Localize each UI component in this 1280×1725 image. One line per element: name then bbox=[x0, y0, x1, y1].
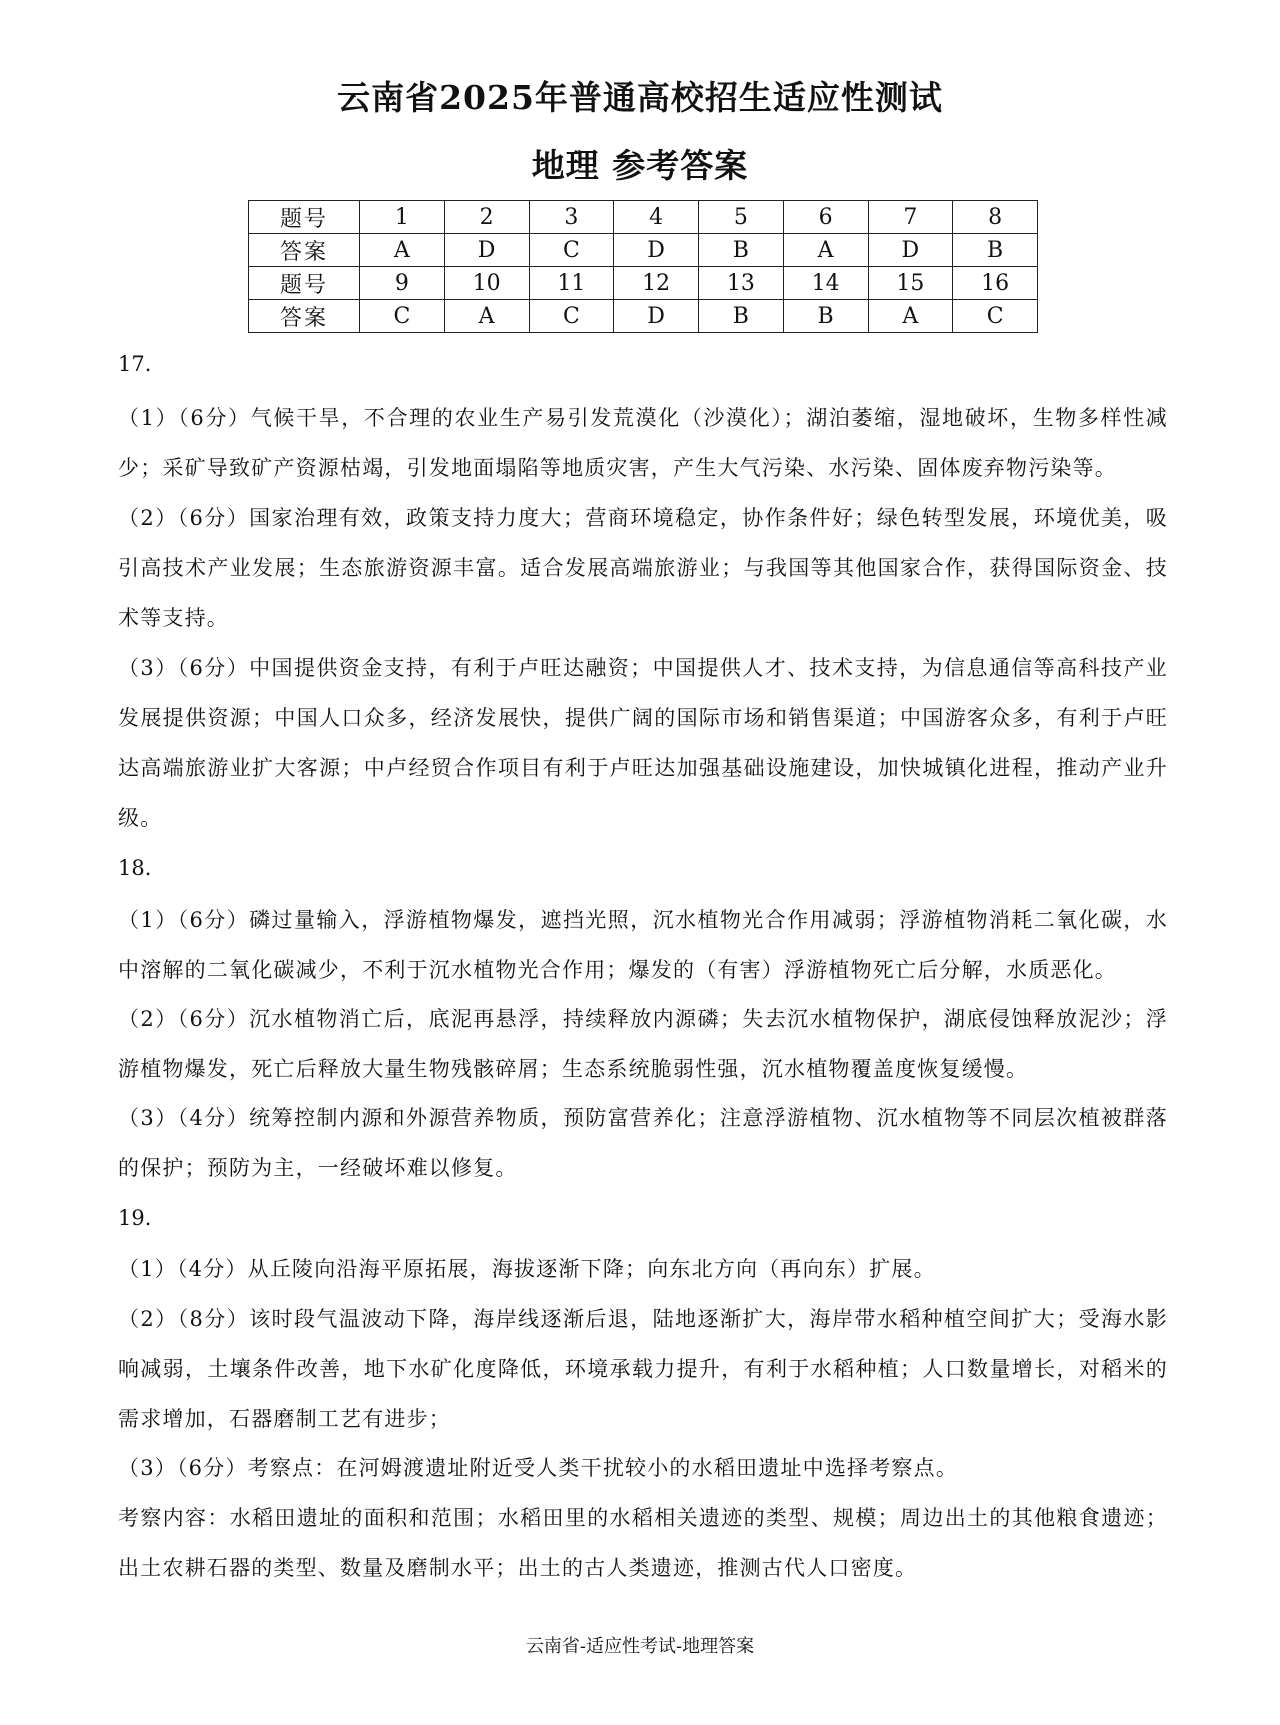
answer-19-1: （1）（4分）从丘陵向沿海平原拓展，海拔逐渐下降；向东北方向（再向东）扩展。 bbox=[118, 1257, 936, 1281]
question-number-19: 19. bbox=[118, 1206, 152, 1230]
table-cell: B bbox=[699, 234, 784, 267]
table-cell: C bbox=[953, 300, 1038, 333]
table-cell: D bbox=[868, 234, 953, 267]
table-cell: 6 bbox=[783, 201, 868, 234]
answer-19-3-content: 考察内容：水稻田遗址的面积和范围；水稻田里的水稻相关遗迹的类型、规模；周边出土的其他粮食遗迹；出土农耕石器的类型、数量及磨制水平；出土的古人类遗迹，推测古代人口密度。 bbox=[118, 1506, 1168, 1580]
answer-17-3: （3）（6分）中国提供资金支持，有利于卢旺达融资；中国提供人才、技术支持，为信息通信等高科技产业发展提供资源；中国人口众多，经济发展快，提供广阔的国际市场和销售渠道；中国游客众多，有利于卢旺达高端旅游业扩大客源；中卢经贸合作项目有利于卢旺达加强基础设施建设，加快城镇化进程，推动产业升级。 bbox=[118, 656, 1168, 830]
table-cell: 9 bbox=[360, 267, 445, 300]
table-row bbox=[249, 234, 1038, 267]
table-cell: B bbox=[953, 234, 1038, 267]
table-cell: C bbox=[529, 234, 614, 267]
answer-19-3: （3）（6分）考察点：在河姆渡遗址附近受人类干扰较小的水稻田遗址中选择考察点。 bbox=[118, 1456, 959, 1480]
table-cell: 13 bbox=[699, 267, 784, 300]
row-label: 题号 bbox=[249, 201, 360, 234]
answer-19-2: （2）（8分）该时段气温波动下降，海岸线逐渐后退，陆地逐渐扩大，海岸带水稻种植空间扩大；受海水影响减弱，土壤条件改善，地下水矿化度降低，环境承载力提升，有利于水稻种植；人口数量增长，对稻米的需求增加，石器磨制工艺有进步； bbox=[118, 1307, 1168, 1431]
answer-18-1: （1）（6分）磷过量输入，浮游植物爆发，遮挡光照，沉水植物光合作用减弱；浮游植物消耗二氧化碳，水中溶解的二氧化碳减少，不利于沉水植物光合作用；爆发的（有害）浮游植物死亡后分解，水质恶化。 bbox=[118, 908, 1168, 982]
table-cell: 8 bbox=[953, 201, 1038, 234]
table-cell: 1 bbox=[360, 201, 445, 234]
table-row bbox=[249, 201, 1038, 234]
table-cell: 3 bbox=[529, 201, 614, 234]
table-cell: 10 bbox=[444, 267, 529, 300]
table-row bbox=[249, 300, 1038, 333]
table-cell: A bbox=[444, 300, 529, 333]
answer-17-1: （1）（6分）气候干旱，不合理的农业生产易引发荒漠化（沙漠化）；湖泊萎缩，湿地破坏，生物多样性减少；采矿导致矿产资源枯竭，引发地面塌陷等地质灾害，产生大气污染、水污染、固体废弃物污染等。 bbox=[118, 406, 1168, 480]
table-cell: D bbox=[614, 234, 699, 267]
question-number-17: 17. bbox=[118, 352, 152, 376]
table-cell: 16 bbox=[953, 267, 1038, 300]
answer-18-3: （3）（4分）统筹控制内源和外源营养物质，预防富营养化；注意浮游植物、沉水植物等不同层次植被群落的保护；预防为主，一经破坏难以修复。 bbox=[118, 1106, 1168, 1180]
table-cell: D bbox=[614, 300, 699, 333]
table-row bbox=[249, 267, 1038, 300]
table-cell: A bbox=[360, 234, 445, 267]
table-cell: B bbox=[699, 300, 784, 333]
table-cell: 5 bbox=[699, 201, 784, 234]
table-cell: 2 bbox=[444, 201, 529, 234]
table-cell: A bbox=[783, 234, 868, 267]
row-label: 答案 bbox=[249, 300, 360, 333]
table-cell: D bbox=[444, 234, 529, 267]
table-cell: A bbox=[868, 300, 953, 333]
table-cell: 12 bbox=[614, 267, 699, 300]
answer-17-2: （2）（6分）国家治理有效，政策支持力度大；营商环境稳定，协作条件好；绿色转型发展，环境优美，吸引高技术产业发展；生态旅游资源丰富。适合发展高端旅游业；与我国等其他国家合作，获得国际资金、技术等支持。 bbox=[118, 506, 1168, 630]
answer-18-2: （2）（6分）沉水植物消亡后，底泥再悬浮，持续释放内源磷；失去沉水植物保护，湖底侵蚀释放泥沙；浮游植物爆发，死亡后释放大量生物残骸碎屑；生态系统脆弱性强，沉水植物覆盖度恢复缓慢。 bbox=[118, 1007, 1168, 1081]
table-cell: C bbox=[529, 300, 614, 333]
table-cell: 15 bbox=[868, 267, 953, 300]
table-cell: B bbox=[783, 300, 868, 333]
table-cell: 4 bbox=[614, 201, 699, 234]
document-subtitle: 地理 参考答案 bbox=[531, 146, 749, 185]
row-label: 题号 bbox=[249, 267, 360, 300]
table-cell: 7 bbox=[868, 201, 953, 234]
page-footer: 云南省-适应性考试-地理答案 bbox=[525, 1636, 755, 1657]
table-cell: 14 bbox=[783, 267, 868, 300]
answer-table bbox=[248, 200, 1038, 333]
document-title: 云南省2025年普通高校招生适应性测试 bbox=[337, 78, 943, 117]
question-number-18: 18. bbox=[118, 856, 152, 880]
row-label: 答案 bbox=[249, 234, 360, 267]
table-cell: C bbox=[360, 300, 445, 333]
table-cell: 11 bbox=[529, 267, 614, 300]
